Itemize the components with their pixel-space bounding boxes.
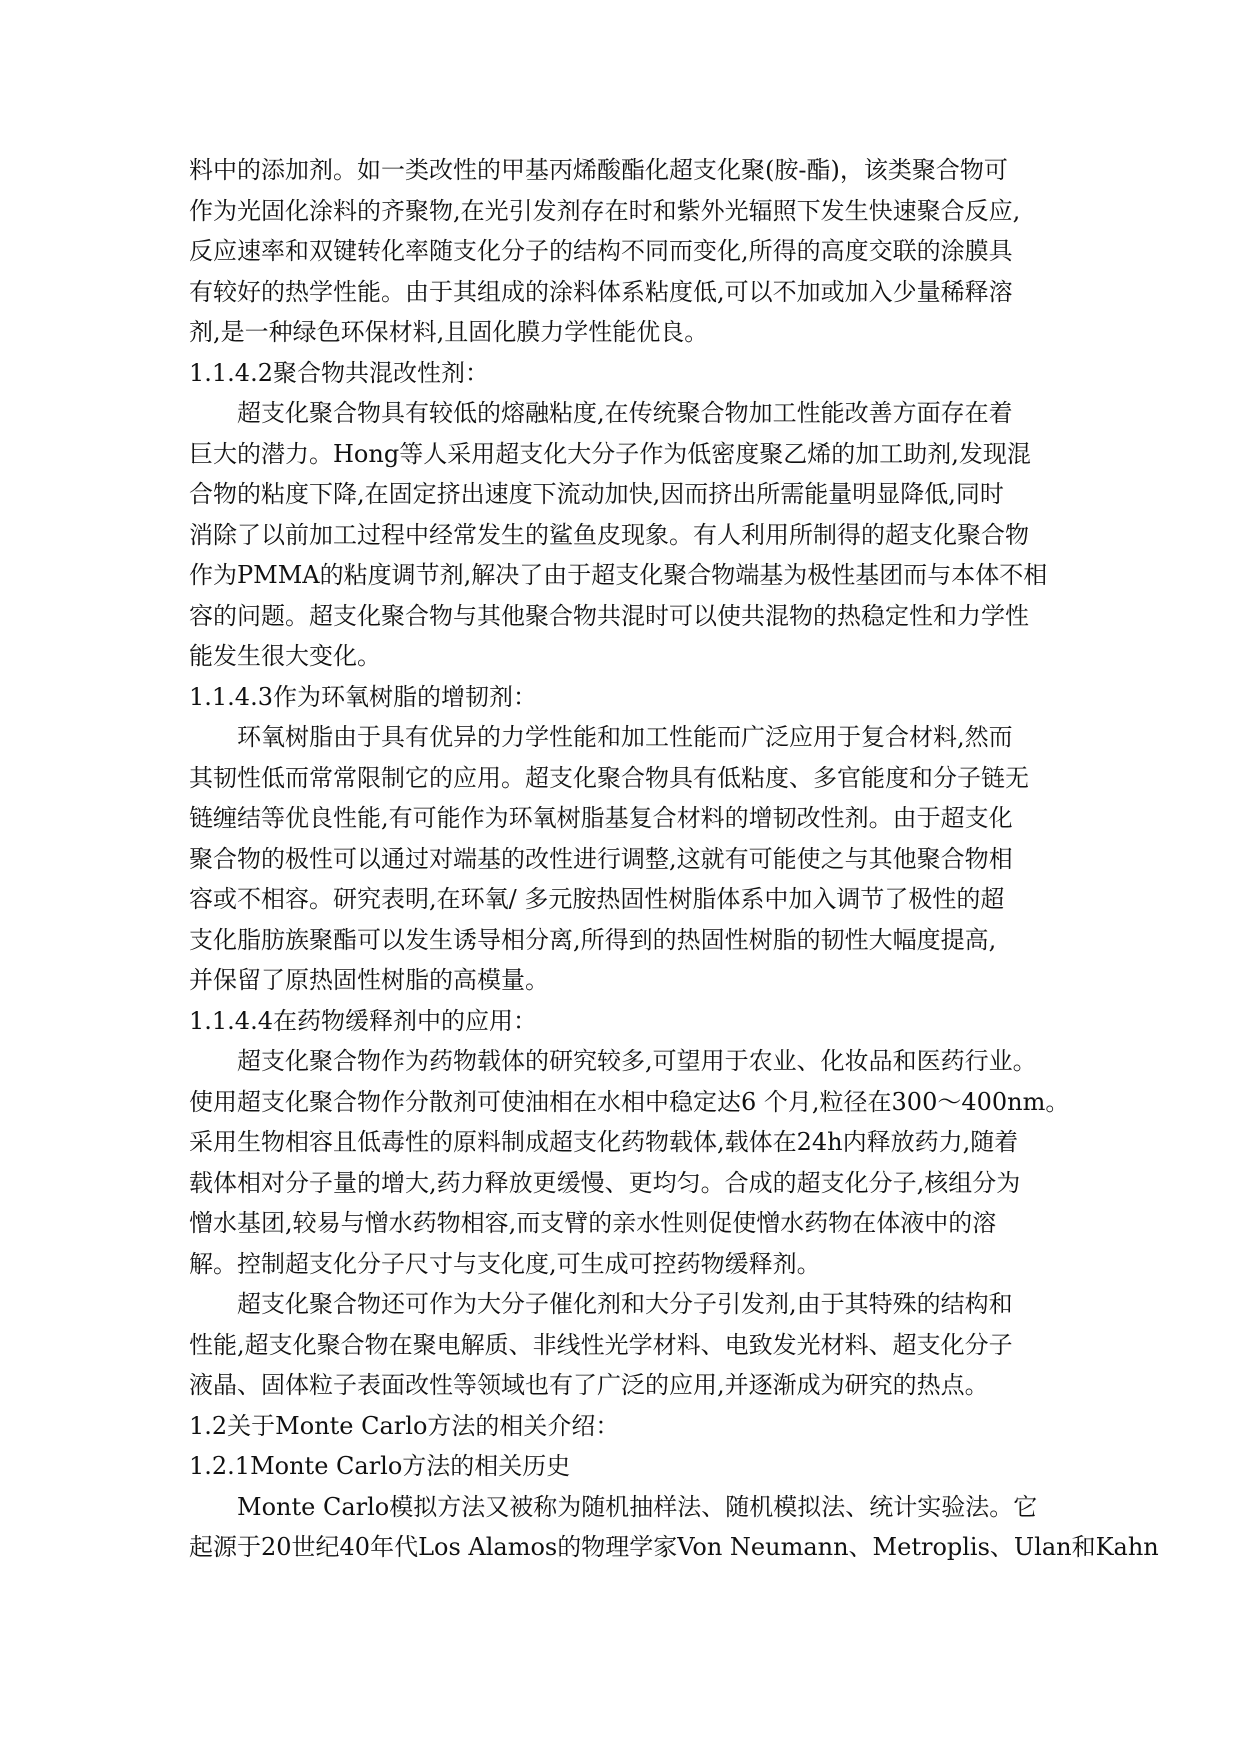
body-text-line: 容或不相容。研究表明,在环氧/ 多元胺热固性树脂体系中加入调节了极性的超 [189, 885, 1005, 913]
body-text-line: 有较好的热学性能。由于其组成的涂料体系粘度低,可以不加或加入少量稀释溶 [189, 277, 1013, 306]
paragraph-first-line: 超支化聚合物具有较低的熔融粘度,在传统聚合物加工性能改善方面存在着 [237, 399, 1013, 427]
body-text-line: 剂,是一种绿色环保材料,且固化膜力学性能优良。 [189, 318, 709, 346]
body-text-line: 料中的添加剂。如一类改性的甲基丙烯酸酯化超支化聚(胺-酯)，该类聚合物可 [189, 156, 1008, 184]
body-text-line: 反应速率和双键转化率随支化分子的结构不同而变化,所得的高度交联的涂膜具 [189, 237, 1013, 265]
paragraph-first-line: 环氧树脂由于具有优异的力学性能和加工性能而广泛应用于复合材料,然而 [237, 723, 1013, 751]
body-text-line: 合物的粘度下降,在固定挤出速度下流动加快,因而挤出所需能量明显降低,同时 [189, 480, 1004, 508]
section-heading: 1.1.4.4在药物缓释剂中的应用： [189, 1006, 537, 1035]
body-text-line: 解。控制超支化分子尺寸与支化度,可生成可控药物缓释剂。 [189, 1249, 821, 1278]
body-text-line: 其韧性低而常常限制它的应用。超支化聚合物具有低粘度、多官能度和分子链无 [189, 763, 1029, 792]
section-heading: 1.1.4.3作为环氧树脂的增韧剂： [189, 682, 537, 711]
body-text-line: 作为光固化涂料的齐聚物,在光引发剂存在时和紫外光辐照下发生快速聚合反应, [189, 196, 1021, 225]
body-text-line: 支化脂肪族聚酯可以发生诱导相分离,所得到的热固性树脂的韧性大幅度提高, [189, 925, 997, 954]
body-text-line: 起源于20世纪40年代Los Alamos的物理学家Von Neumann、Metroplis、Ulan和Kahn [189, 1533, 1159, 1561]
body-text-line: 能发生很大变化。 [189, 642, 381, 670]
section-heading: 1.2关于Monte Carlo方法的相关介绍： [189, 1411, 620, 1440]
body-text-line: 性能,超支化聚合物在聚电解质、非线性光学材料、电致发光材料、超支化分子 [189, 1330, 1013, 1359]
body-text-line: 液晶、固体粒子表面改性等领域也有了广泛的应用,并逐渐成为研究的热点。 [189, 1371, 989, 1399]
body-text-line: 容的问题。超支化聚合物与其他聚合物共混时可以使共混物的热稳定性和力学性 [189, 601, 1029, 630]
body-text-line: 聚合物的极性可以通过对端基的改性进行调整,这就有可能使之与其他聚合物相 [189, 844, 1013, 873]
body-text-line: 并保留了原热固性树脂的高模量。 [189, 966, 549, 994]
body-text-line: 巨大的潜力。Hong等人采用超支化大分子作为低密度聚乙烯的加工助剂,发现混 [189, 439, 1031, 468]
body-text-line: 憎水基团,较易与憎水药物相容,而支臂的亲水性则促使憎水药物在体液中的溶 [189, 1209, 997, 1237]
body-text-line: 载体相对分子量的增大,药力释放更缓慢、更均匀。合成的超支化分子,核组分为 [189, 1168, 1021, 1197]
section-heading: 1.1.4.2聚合物共混改性剂： [189, 358, 489, 387]
paragraph-first-line: Monte Carlo模拟方法又被称为随机抽样法、随机模拟法、统计实验法。它 [237, 1492, 1038, 1521]
body-text-line: 消除了以前加工过程中经常发生的鲨鱼皮现象。有人利用所制得的超支化聚合物 [189, 520, 1029, 549]
section-heading: 1.2.1Monte Carlo方法的相关历史 [189, 1452, 571, 1480]
body-text-line: 采用生物相容且低毒性的原料制成超支化药物载体,载体在24h内释放药力,随着 [189, 1128, 1019, 1156]
body-text-line: 链缠结等优良性能,有可能作为环氧树脂基复合材料的增韧改性剂。由于超支化 [189, 804, 1013, 832]
document-body [189, 150, 1159, 1568]
body-text-line: 作为PMMA的粘度调节剂,解决了由于超支化聚合物端基为极性基团而与本体不相 [189, 561, 1048, 589]
body-text-line: 使用超支化聚合物作分散剂可使油相在水相中稳定达6 个月,粒径在300～400nm。 [189, 1087, 1070, 1116]
paragraph-first-line: 超支化聚合物还可作为大分子催化剂和大分子引发剂,由于其特殊的结构和 [237, 1290, 1013, 1318]
paragraph-first-line: 超支化聚合物作为药物载体的研究较多,可望用于农业、化妆品和医药行业。 [237, 1047, 1037, 1075]
